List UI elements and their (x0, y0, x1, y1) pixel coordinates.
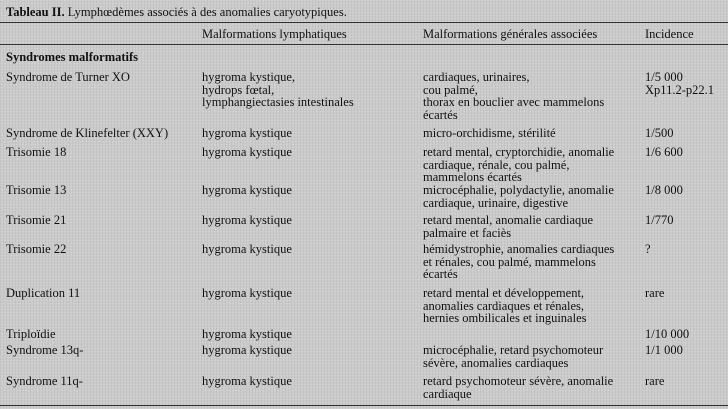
incidence-value (645, 127, 673, 140)
syndrome-name-line: Trisomie 18 (6, 145, 67, 159)
general-malformations (423, 243, 614, 281)
lymphatic-malformations-line: hygroma kystique (202, 374, 292, 388)
incidence-value (645, 344, 683, 357)
syndrome-name (6, 344, 83, 357)
lymphatic-malformations (202, 375, 292, 388)
lymphatic-malformations-line: lymphangiectasies intestinales (202, 95, 354, 109)
syndrome-name-line: Trisomie 13 (6, 183, 67, 197)
general-malformations (423, 214, 593, 239)
general-malformations-line: retard mental, cryptorchidie, anomalie (423, 145, 615, 159)
incidence-value-line: 1/10 000 (645, 327, 690, 341)
general-malformations-line: cardiaque (423, 386, 472, 401)
general-malformations-line: retard psychomoteur sévère, anomalie (423, 374, 614, 388)
rule-bottom (0, 405, 728, 406)
table-caption (6, 4, 347, 20)
section-title: Syndromes malformatifs (6, 50, 139, 64)
rule-top (0, 22, 728, 23)
lymphatic-malformations-line: hygroma kystique (202, 242, 292, 256)
incidence-value-line: 1/5 000 (645, 70, 683, 84)
lymphatic-malformations (202, 243, 292, 256)
general-malformations-line: cardiaque, urinaire, digestive (423, 195, 569, 210)
incidence-value (645, 71, 714, 96)
general-malformations-line: microcéphalie, polydactylie, anomalie (423, 183, 614, 197)
general-malformations-line: écartés (423, 107, 458, 122)
lymphatic-malformations (202, 214, 292, 227)
general-malformations (423, 375, 613, 400)
general-malformations-line: micro-orchidisme, stérilité (423, 126, 556, 140)
incidence-value (645, 287, 664, 300)
lymphatic-malformations-line: hydrops fœtal, (202, 82, 275, 97)
incidence-value (645, 184, 683, 197)
incidence-value (645, 214, 673, 227)
syndrome-name (6, 127, 168, 140)
general-malformations (423, 127, 556, 140)
syndrome-name (6, 146, 66, 159)
syndrome-name-line: Trisomie 21 (6, 213, 67, 227)
lymphatic-malformations-line: hygroma kystique (202, 126, 292, 140)
syndrome-name-line: Trisomie 22 (6, 242, 67, 256)
general-malformations-line: cou palmé, (423, 82, 478, 97)
lymphatic-malformations-line: hygroma kystique (202, 343, 292, 357)
incidence-value-line: 1/8 000 (645, 183, 683, 197)
general-malformations-line: cardiaque, rénale, cou palmé, (423, 157, 570, 172)
incidence-value (645, 146, 683, 159)
syndrome-name (6, 328, 56, 341)
syndrome-name-line: Syndrome de Klinefelter (XXY) (6, 126, 169, 140)
general-malformations-line: mammelons écartés (423, 170, 522, 184)
general-malformations (423, 146, 614, 184)
incidence-value-line: 1/1 000 (645, 343, 683, 357)
syndrome-name-line: Syndrome 13q- (6, 343, 84, 357)
syndrome-name (6, 71, 130, 84)
syndrome-name (6, 375, 83, 388)
lymphatic-malformations-line: hygroma kystique, (202, 70, 296, 84)
table-caption-label: Tableau II. (6, 5, 65, 19)
general-malformations (423, 71, 604, 121)
syndrome-name (6, 243, 66, 256)
lymphatic-malformations-line: hygroma kystique (202, 213, 292, 227)
incidence-value-line: rare (645, 374, 665, 388)
syndrome-name (6, 287, 80, 300)
general-malformations-line: hernies ombilicales et inguinales (423, 311, 587, 325)
lymphatic-malformations (202, 344, 292, 357)
lymphatic-malformations (202, 71, 354, 109)
general-malformations-line: palmaire et faciès (423, 225, 512, 240)
incidence-value-line: 1/770 (645, 213, 674, 227)
lymphatic-malformations (202, 287, 292, 300)
syndrome-name-line: Syndrome de Turner XO (6, 70, 130, 84)
incidence-value (645, 375, 664, 388)
general-malformations-line: retard mental, anomalie cardiaque (423, 213, 594, 227)
general-malformations-line: microcéphalie, retard psychomoteur (423, 343, 604, 357)
column-header-lymphatic: Malformations lymphatiques (202, 27, 347, 41)
column-header-general: Malformations générales associées (423, 27, 598, 41)
general-malformations-line: écartés (423, 267, 458, 281)
lymphatic-malformations-line: hygroma kystique (202, 286, 292, 300)
lymphatic-malformations (202, 328, 292, 341)
incidence-value-line: 1/500 (645, 126, 674, 140)
syndrome-name-line: Duplication 11 (6, 286, 81, 300)
general-malformations-line: sévère, anomalies cardiaques (423, 355, 569, 370)
lymphatic-malformations-line: hygroma kystique (202, 145, 292, 159)
syndrome-name-line: Syndrome 11q- (6, 374, 83, 388)
lymphatic-malformations (202, 146, 292, 159)
syndrome-name (6, 184, 66, 197)
general-malformations-line: retard mental et développement, (423, 286, 585, 300)
general-malformations (423, 184, 614, 209)
lymphatic-malformations-line: hygroma kystique (202, 183, 292, 197)
general-malformations-line: cardiaques, urinaires, (423, 70, 530, 84)
general-malformations-line: anomalies cardiaques et rénales, (423, 298, 585, 313)
lymphatic-malformations-line: hygroma kystique (202, 327, 292, 341)
incidence-value-line: rare (645, 286, 665, 300)
incidence-value-line: ? (645, 242, 651, 256)
lymphatic-malformations (202, 127, 292, 140)
general-malformations (423, 344, 603, 369)
lymphatic-malformations (202, 184, 292, 197)
column-header-incidence: Incidence (645, 27, 694, 41)
incidence-value-line: 1/6 600 (645, 145, 683, 159)
incidence-value (645, 243, 651, 256)
general-malformations-line: hémidystrophie, anomalies cardiaques (423, 242, 615, 256)
incidence-value (645, 328, 689, 341)
rule-header (0, 44, 728, 45)
general-malformations (423, 287, 587, 325)
syndrome-name-line: Triploïdie (6, 327, 56, 341)
syndrome-name (6, 214, 66, 227)
general-malformations-line: thorax en bouclier avec mammelons (423, 95, 605, 109)
incidence-value-line: Xp11.2-p22.1 (645, 82, 714, 97)
table-caption-text: Lymphœdèmes associés à des anomalies caryotypiques. (67, 5, 347, 19)
general-malformations-line: et rénales, cou palmé, mammelons (423, 254, 596, 269)
